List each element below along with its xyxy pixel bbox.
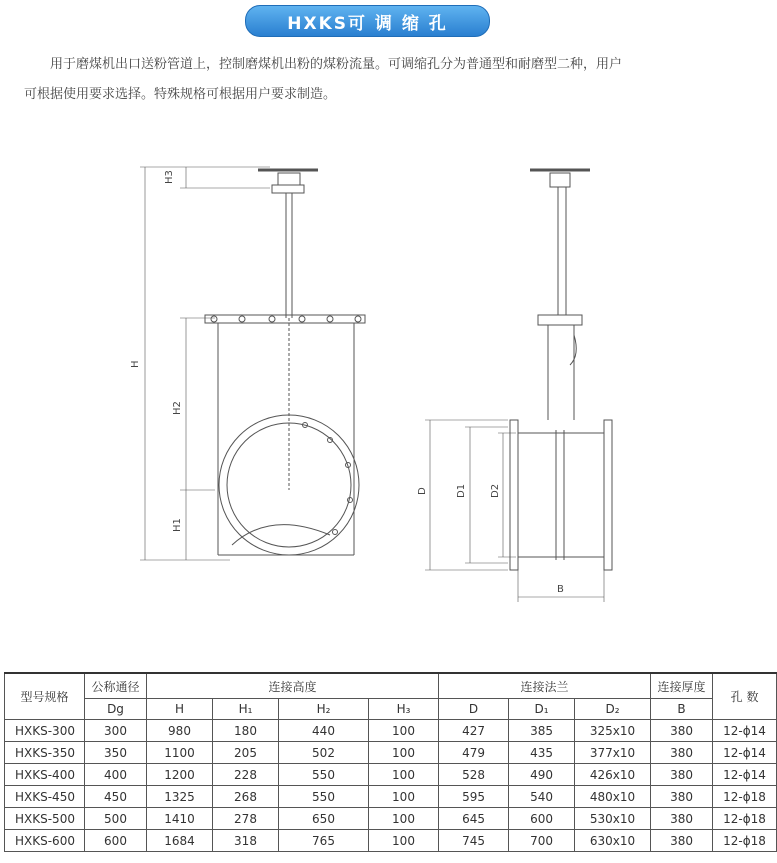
cell-h2: 550 xyxy=(279,786,369,808)
cell-h: 1200 xyxy=(147,764,213,786)
cell-d: 645 xyxy=(439,808,509,830)
cell-h3: 100 xyxy=(369,764,439,786)
cell-model: HXKS-500 xyxy=(5,808,85,830)
cell-dg: 500 xyxy=(85,808,147,830)
cell-dg: 450 xyxy=(85,786,147,808)
side-view xyxy=(417,170,612,602)
header-d2: D₂ xyxy=(575,699,651,720)
table-row xyxy=(5,764,777,786)
cell-d: 427 xyxy=(439,720,509,742)
table-row xyxy=(5,830,777,852)
cell-h2: 440 xyxy=(279,720,369,742)
cell-h: 1325 xyxy=(147,786,213,808)
label-d: D xyxy=(417,487,428,495)
intro-line-1: 用于磨煤机出口送粉管道上，控制磨煤机出粉的煤粉流量。可调缩孔分为普通型和耐磨型二种，用户 xyxy=(50,57,623,72)
cell-dg: 600 xyxy=(85,830,147,852)
cell-b: 380 xyxy=(651,786,713,808)
table-row xyxy=(5,786,777,808)
cell-dg: 300 xyxy=(85,720,147,742)
table-row xyxy=(5,808,777,830)
cell-model: HXKS-300 xyxy=(5,720,85,742)
intro-text xyxy=(24,50,714,110)
cell-h: 1410 xyxy=(147,808,213,830)
cell-d1: 385 xyxy=(509,720,575,742)
header-nominal-sub: Dg xyxy=(85,699,147,720)
header-holes: 孔 数 xyxy=(713,673,777,720)
table-row xyxy=(5,720,777,742)
cell-d: 745 xyxy=(439,830,509,852)
cell-d1: 540 xyxy=(509,786,575,808)
table-row xyxy=(5,742,777,764)
cell-b: 380 xyxy=(651,720,713,742)
cell-h2: 765 xyxy=(279,830,369,852)
cell-h3: 100 xyxy=(369,830,439,852)
header-nominal: 公称通径 xyxy=(85,673,147,699)
header-h1: H₁ xyxy=(213,699,279,720)
cell-model: HXKS-350 xyxy=(5,742,85,764)
cell-h1: 278 xyxy=(213,808,279,830)
cell-dg: 400 xyxy=(85,764,147,786)
cell-h3: 100 xyxy=(369,786,439,808)
cell-holes: 12-ϕ18 xyxy=(713,786,777,808)
cell-h1: 205 xyxy=(213,742,279,764)
cell-d: 479 xyxy=(439,742,509,764)
cell-h1: 228 xyxy=(213,764,279,786)
header-h2: H₂ xyxy=(279,699,369,720)
cell-d: 528 xyxy=(439,764,509,786)
header-h3: H₃ xyxy=(369,699,439,720)
header-conn-thick: 连接厚度 xyxy=(651,673,713,699)
cell-h: 980 xyxy=(147,720,213,742)
cell-holes: 12-ϕ14 xyxy=(713,742,777,764)
cell-d: 595 xyxy=(439,786,509,808)
cell-h1: 268 xyxy=(213,786,279,808)
cell-h: 1100 xyxy=(147,742,213,764)
cell-model: HXKS-400 xyxy=(5,764,85,786)
cell-d2: 377x10 xyxy=(575,742,651,764)
cell-h2: 550 xyxy=(279,764,369,786)
cell-h2: 650 xyxy=(279,808,369,830)
label-h2: H2 xyxy=(172,401,183,415)
cell-holes: 12-ϕ14 xyxy=(713,764,777,786)
label-h: H xyxy=(130,360,141,368)
cell-d1: 600 xyxy=(509,808,575,830)
header-model: 型号规格 xyxy=(5,673,85,720)
cell-d2: 530x10 xyxy=(575,808,651,830)
cell-b: 380 xyxy=(651,808,713,830)
cell-h: 1684 xyxy=(147,830,213,852)
header-d: D xyxy=(439,699,509,720)
cell-dg: 350 xyxy=(85,742,147,764)
cell-d1: 700 xyxy=(509,830,575,852)
label-b: B xyxy=(557,584,564,595)
label-h1: H1 xyxy=(172,518,183,532)
intro-line-2: 可根据使用要求选择。特殊规格可根据用户要求制造。 xyxy=(24,87,337,102)
cell-h3: 100 xyxy=(369,720,439,742)
cell-holes: 12-ϕ14 xyxy=(713,720,777,742)
cell-d1: 435 xyxy=(509,742,575,764)
cell-b: 380 xyxy=(651,742,713,764)
header-conn-height: 连接高度 xyxy=(147,673,439,699)
cell-h1: 318 xyxy=(213,830,279,852)
cell-holes: 12-ϕ18 xyxy=(713,808,777,830)
cell-h2: 502 xyxy=(279,742,369,764)
header-conn-flange: 连接法兰 xyxy=(439,673,651,699)
header-d1: D₁ xyxy=(509,699,575,720)
cell-h3: 100 xyxy=(369,808,439,830)
spec-table xyxy=(4,672,777,852)
technical-drawing xyxy=(0,140,740,610)
label-h3: H3 xyxy=(164,170,175,184)
label-d2: D2 xyxy=(490,483,501,498)
cell-b: 380 xyxy=(651,764,713,786)
header-h: H xyxy=(147,699,213,720)
cell-d2: 325x10 xyxy=(575,720,651,742)
cell-model: HXKS-600 xyxy=(5,830,85,852)
page-title: HXKS可 调 缩 孔 xyxy=(245,5,490,37)
header-conn-thick-sub: B xyxy=(651,699,713,720)
cell-b: 380 xyxy=(651,830,713,852)
cell-d2: 630x10 xyxy=(575,830,651,852)
cell-model: HXKS-450 xyxy=(5,786,85,808)
cell-h3: 100 xyxy=(369,742,439,764)
cell-h1: 180 xyxy=(213,720,279,742)
front-view xyxy=(130,167,365,560)
cell-holes: 12-ϕ18 xyxy=(713,830,777,852)
label-d1: D1 xyxy=(456,483,467,498)
cell-d2: 426x10 xyxy=(575,764,651,786)
cell-d1: 490 xyxy=(509,764,575,786)
cell-d2: 480x10 xyxy=(575,786,651,808)
